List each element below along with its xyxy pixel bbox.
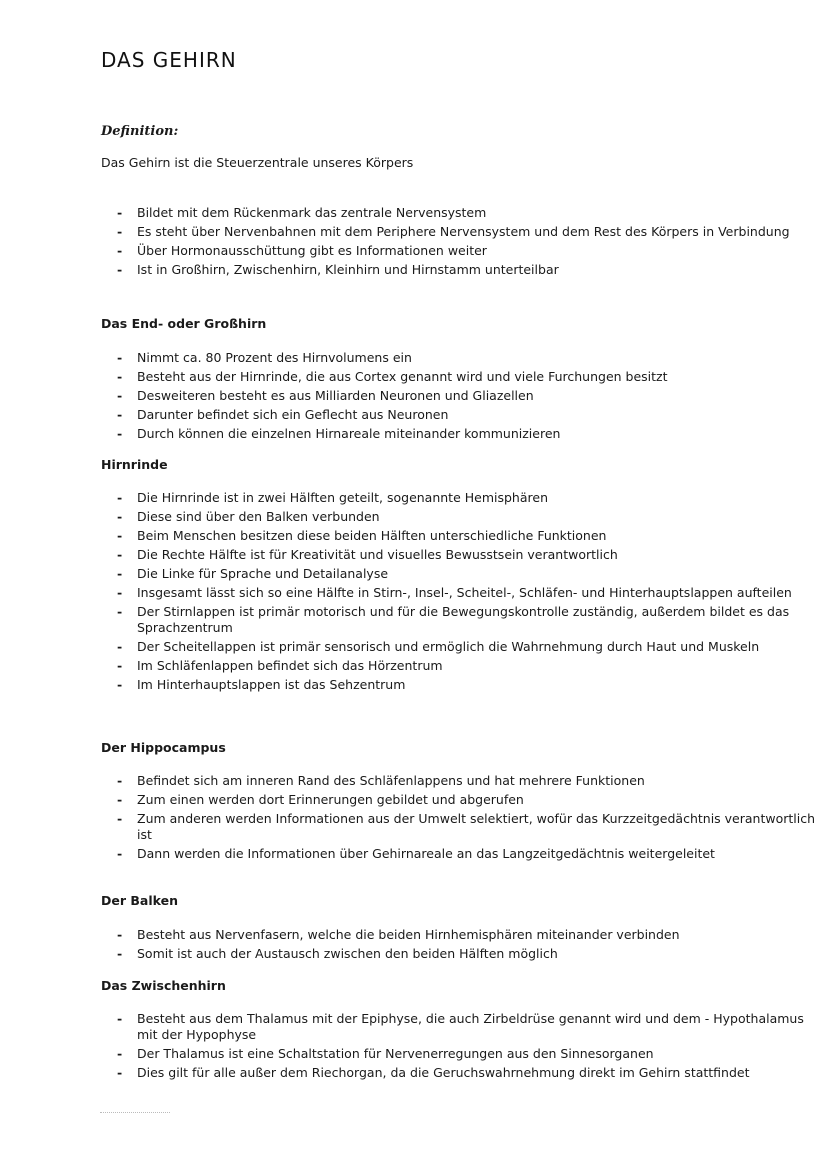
- list-item: - Beim Menschen besitzen diese beiden Hälften unterschiedliche Funktionen: [117, 528, 817, 544]
- hirnrinde-bullet-list: [117, 490, 817, 696]
- list-item: - Besteht aus Nervenfasern, welche die beiden Hirnhemisphären miteinander verbinden: [117, 927, 817, 943]
- grosshirn-bullet-list: [117, 350, 817, 445]
- balken-bullet-list: [117, 927, 817, 965]
- list-item: - Es steht über Nervenbahnen mit dem Periphere Nervensystem und dem Rest des Körpers in Verbindung: [117, 224, 817, 240]
- list-item: - Der Thalamus ist eine Schaltstation für Nervenerregungen aus den Sinnesorganen: [117, 1046, 817, 1062]
- list-item: - Diese sind über den Balken verbunden: [117, 509, 817, 525]
- list-item: - Zum anderen werden Informationen aus der Umwelt selektiert, wofür das Kurzzeitgedächtnis verantwortlich ist: [117, 811, 817, 843]
- intro-bullet-list: [117, 205, 817, 281]
- section-heading-balken: Der Balken: [101, 893, 178, 908]
- list-item: - Durch können die einzelnen Hirnareale miteinander kommunizieren: [117, 426, 817, 442]
- section-heading-hippocampus: Der Hippocampus: [101, 740, 226, 755]
- footer-mark: [100, 1112, 170, 1114]
- list-item: - Ist in Großhirn, Zwischenhirn, Kleinhirn und Hirnstamm unterteilbar: [117, 262, 817, 278]
- list-item: - Besteht aus der Hirnrinde, die aus Cortex genannt wird und viele Furchungen besitzt: [117, 369, 817, 385]
- list-item: - Darunter befindet sich ein Geflecht aus Neuronen: [117, 407, 817, 423]
- definition-label: Definition:: [101, 124, 179, 139]
- list-item: - Dies gilt für alle außer dem Riechorgan, da die Geruchswahrnehmung direkt im Gehirn stattfindet: [117, 1065, 817, 1081]
- hippocampus-bullet-list: [117, 773, 817, 865]
- section-heading-zwischenhirn: Das Zwischenhirn: [101, 978, 226, 993]
- list-item: - Bildet mit dem Rückenmark das zentrale Nervensystem: [117, 205, 817, 221]
- definition-text: Das Gehirn ist die Steuerzentrale unseres Körpers: [101, 155, 414, 170]
- list-item: - Dann werden die Informationen über Gehirnareale an das Langzeitgedächtnis weitergeleitet: [117, 846, 817, 862]
- section-heading-hirnrinde: Hirnrinde: [101, 457, 168, 472]
- section-heading-grosshirn: Das End- oder Großhirn: [101, 316, 267, 331]
- list-item: - Besteht aus dem Thalamus mit der Epiphyse, die auch Zirbeldrüse genannt wird und dem - Hypothalamus mit der Hypophyse: [117, 1011, 817, 1043]
- list-item: - Nimmt ca. 80 Prozent des Hirnvolumens ein: [117, 350, 817, 366]
- page-title: DAS GEHIRN: [101, 48, 237, 72]
- list-item: - Zum einen werden dort Erinnerungen gebildet und abgerufen: [117, 792, 817, 808]
- list-item: - Über Hormonausschüttung gibt es Informationen weiter: [117, 243, 817, 259]
- list-item: - Befindet sich am inneren Rand des Schläfenlappens und hat mehrere Funktionen: [117, 773, 817, 789]
- list-item: - Insgesamt lässt sich so eine Hälfte in Stirn-, Insel-, Scheitel-, Schläfen- und Hinterhauptslappen aufteilen: [117, 585, 817, 601]
- list-item: - Desweiteren besteht es aus Milliarden Neuronen und Gliazellen: [117, 388, 817, 404]
- list-item: - Die Linke für Sprache und Detailanalyse: [117, 566, 817, 582]
- zwischenhirn-bullet-list: [117, 1011, 817, 1084]
- list-item: - Im Schläfenlappen befindet sich das Hörzentrum: [117, 658, 817, 674]
- list-item: - Im Hinterhauptslappen ist das Sehzentrum: [117, 677, 817, 693]
- list-item: - Die Rechte Hälfte ist für Kreativität und visuelles Bewusstsein verantwortlich: [117, 547, 817, 563]
- list-item: - Der Scheitellappen ist primär sensorisch und ermöglich die Wahrnehmung durch Haut und Muskeln: [117, 639, 817, 655]
- list-item: - Die Hirnrinde ist in zwei Hälften geteilt, sogenannte Hemisphären: [117, 490, 817, 506]
- list-item: - Somit ist auch der Austausch zwischen den beiden Hälften möglich: [117, 946, 817, 962]
- list-item: - Der Stirnlappen ist primär motorisch und für die Bewegungskontrolle zuständig, außerdem bildet es das Sprachzentrum: [117, 604, 817, 636]
